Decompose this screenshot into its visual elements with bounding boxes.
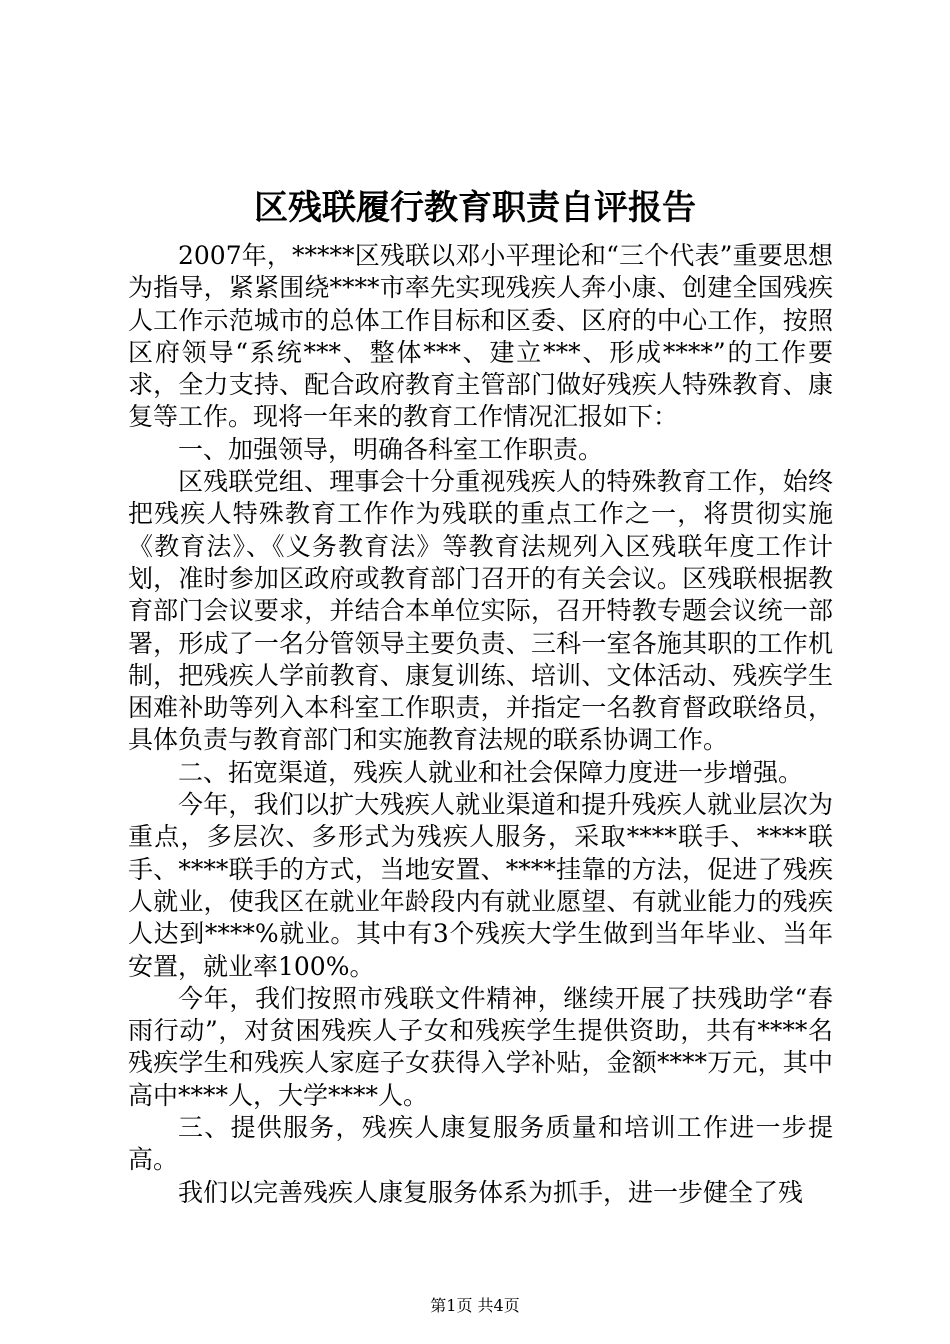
paragraph-rehabilitation: 我们以完善残疾人康复服务体系为抓手，进一步健全了残 xyxy=(178,1177,804,1207)
section-heading-1: 一、加强领导，明确各科室工作职责。 xyxy=(178,434,604,464)
document-body xyxy=(128,240,833,1209)
document-title: 区残联履行教育职责自评报告 xyxy=(254,188,696,228)
paragraph-section-1: 区残联党组、理事会十分重视残疾人的特殊教育工作，始终把残疾人特殊教育工作作为残联的重点工作之一，将贯彻实施《教育法》、《义务教育法》等教育法规列入区残联年度工作计划，准时参加区政府或教育部门召开的有关会议。区残联根据教育部门会议要求，并结合本单位实际，召开特教专题会议统一部署，形成了一名分管领导主要负责、三科一室各施其职的工作机制，把残疾人学前教育、康复训练、培训、文体活动、残疾学生困难补助等列入本科室工作职责，并指定一名教育督政联络员，具体负责与教育部门和实施教育法规的联系协调工作。 xyxy=(128,467,833,755)
paragraph-employment: 今年，我们以扩大残疾人就业渠道和提升残疾人就业层次为重点，多层次、多形式为残疾人服务，采取****联手、****联手、****联手的方式，当地安置、****挂靠的方法，促进了残疾人就业，使我区在就业年龄段内有就业愿望、有就业能力的残疾人达到****%就业。其中有3个残疾大学生做到当年毕业、当年安置，就业率100%。 xyxy=(128,790,833,981)
section-heading-3: 三、提供服务，残疾人康复服务质量和培训工作进一步提高。 xyxy=(128,1113,833,1175)
paragraph-intro: 2007年，*****区残联以邓小平理论和“三个代表”重要思想为指导，紧紧围绕****市率先实现残疾人奔小康、创建全国残疾人工作示范城市的总体工作目标和区委、区府的中心工作，按照区府领导“系统***、整体***、建立***、形成****”的工作要求，全力支持、配合政府教育主管部门做好残疾人特殊教育、康复等工作。现将一年来的教育工作情况汇报如下： xyxy=(128,241,833,432)
paragraph-spring-rain: 今年，我们按照市残联文件精神，继续开展了扶残助学“春雨行动”，对贫困残疾人子女和残疾学生提供资助，共有****名残疾学生和残疾人家庭子女获得入学补贴，金额****万元，其中高中****人，大学****人。 xyxy=(128,983,833,1110)
section-heading-2: 二、拓宽渠道，残疾人就业和社会保障力度进一步增强。 xyxy=(178,757,804,787)
page-number-footer: 第1页 共4页 xyxy=(430,1296,520,1315)
